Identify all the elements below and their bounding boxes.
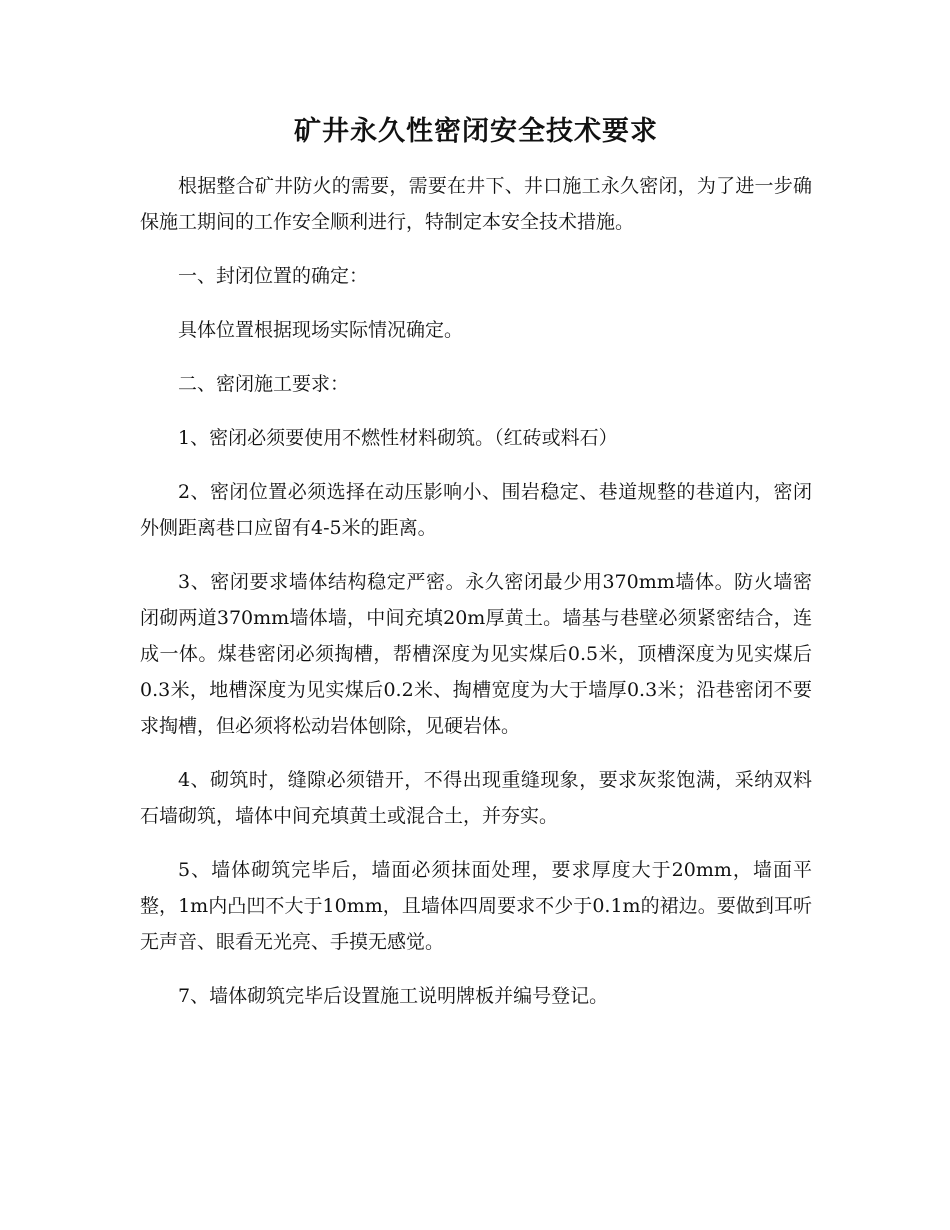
paragraph-location: 具体位置根据现场实际情况确定。 <box>178 319 464 341</box>
requirement-item-4: 4、砌筑时，缝隙必须错开，不得出现重缝现象，要求灰浆饱满，采纳双料石墙砌筑，墙体中间充填黄土或混合土，并夯实。 <box>140 769 812 827</box>
requirement-item-2: 2、密闭位置必须选择在动压影响小、围岩稳定、巷道规整的巷道内，密闭外侧距离巷口应留有4-5米的距离。 <box>140 481 812 539</box>
requirement-item-7: 7、墙体砌筑完毕后设置施工说明牌板并编号登记。 <box>178 985 609 1007</box>
document-page <box>140 112 812 1032</box>
requirement-item-5: 5、墙体砌筑完毕后，墙面必须抹面处理，要求厚度大于20mm，墙面平整，1m内凸凹不大于10mm，且墙体四周要求不少于0.1m的裙边。要做到耳听无声音、眼看无光亮、手摸无感觉。 <box>140 859 812 953</box>
section-heading-location: 一、封闭位置的确定： <box>178 265 369 287</box>
paragraph-intro: 根据整合矿井防火的需要，需要在井下、井口施工永久密闭，为了进一步确保施工期间的工作安全顺利进行，特制定本安全技术措施。 <box>140 175 812 233</box>
document-title: 矿井永久性密闭安全技术要求 <box>294 116 658 147</box>
requirement-item-3: 3、密闭要求墙体结构稳定严密。永久密闭最少用370mm墙体。防火墙密闭砌两道370mm墙体墙，中间充填20m厚黄土。墙基与巷壁必须紧密结合，连成一体。煤巷密闭必须掏槽，帮槽深度为见实煤后0.5米，顶槽深度为见实煤后0.3米，地槽深度为见实煤后0.2米、掏槽宽度为大于墙厚0.3米；沿巷密闭不要求掏槽，但必须将松动岩体刨除，见硬岩体。 <box>140 571 812 737</box>
document-body <box>140 168 812 1014</box>
section-heading-requirements: 二、密闭施工要求： <box>178 373 350 395</box>
requirement-item-1: 1、密闭必须要使用不燃性材料砌筑。（红砖或料石） <box>178 427 618 449</box>
